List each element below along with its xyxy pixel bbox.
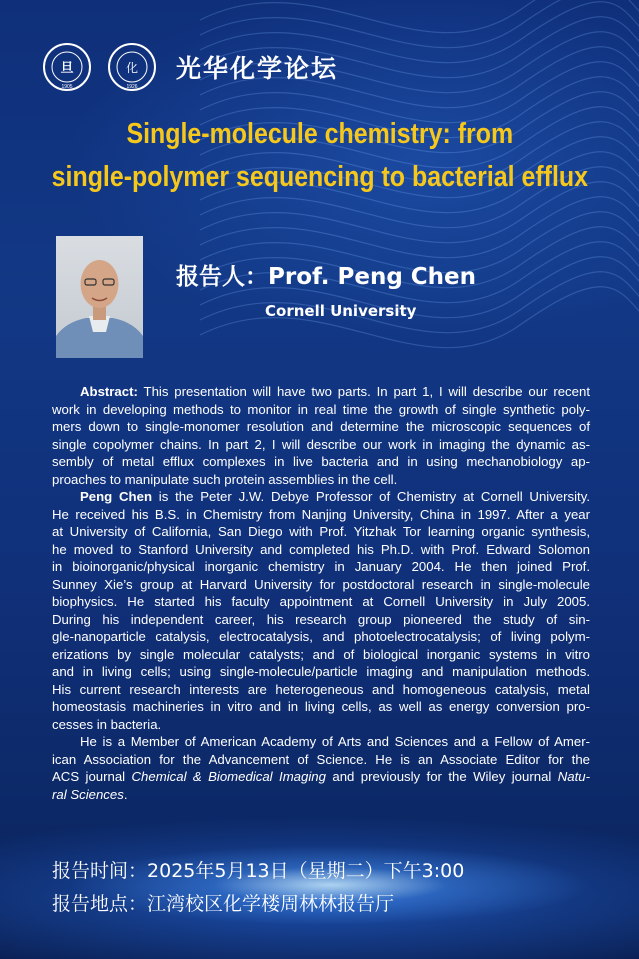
paragraph-3-line: ican Association for the Advancement of Science. He is an Associate Editor for the: [52, 751, 590, 767]
place-value: 江湾校区化学楼周林林报告厅: [147, 893, 395, 915]
paragraph-3-line: [52, 786, 590, 804]
paragraph-2-line: His current research interests are heterogeneous and homogeneous catalysis, metal: [52, 681, 590, 697]
paragraph-1-line: work in developing methods to monitor in real time the growth of single synthetic poly-: [52, 401, 590, 417]
abstract-and-bio: [52, 383, 590, 803]
bold-text: Abstract:: [80, 384, 138, 399]
talk-title-line-1: Single-molecule chemistry: from: [126, 118, 513, 150]
paragraph-1-line: sembly of metal efflux complexes in live bacteria and in using mechanobiology ap-: [52, 454, 590, 469]
paragraph-2-line: at University of California, San Diego with Prof. Yitzhak Tor learning organic synthesis,: [52, 524, 590, 539]
paragraph-1-line: single copolymer chains. In part 2, I will describe our work in imaging the dynamic as-: [52, 436, 590, 452]
italic-text: ral Sciences: [52, 786, 124, 802]
svg-text:旦: 旦: [60, 61, 74, 76]
paragraph-2-line: homeostasis machineries in vitro and in living cells, as well as energy conversion pro-: [52, 699, 590, 714]
paragraph-2-line: biophysics. He started his faculty appointment at Cornell University in July 2005.: [52, 594, 590, 609]
paragraph-2-line: During his independent career, his research group pioneered the study of sin-: [52, 611, 590, 627]
paragraph-2-line: cesses in bacteria.: [52, 716, 162, 732]
speaker-photo: [56, 236, 143, 358]
paragraph-1-line: proaches to manipulate such protein assemblies in the cell.: [52, 471, 398, 487]
paragraph-3-line: He is a Member of American Academy of Arts and Sciences and a Fellow of Amer-: [80, 734, 590, 749]
event-time: [52, 856, 464, 883]
paragraph-1-line: mers down to single-monomer resolution and determine the microscopic sequences of: [52, 419, 590, 434]
paragraph-2-line: [52, 488, 590, 506]
italic-text: Natu-: [557, 769, 590, 784]
speaker-affiliation: Cornell University: [265, 302, 417, 320]
text: ACS journal: [52, 769, 132, 784]
time-value: 2025年5月13日（星期二）下午3:00: [147, 860, 465, 882]
paragraph-2-line: gle-nanoparticle catalysis, electrocatalysis, and photoelectrocatalysis; of living polym-: [52, 629, 590, 644]
italic-text: Chemical & Biomedical Imaging: [131, 769, 326, 784]
text: This presentation will have two parts. In part 1, I will describe our recent: [137, 384, 590, 399]
fudan-university-seal-logo: [42, 42, 92, 92]
time-label: 报告时间：: [52, 860, 148, 882]
paragraph-2-line: Sunney Xie’s group at Harvard University for postdoctoral research in single-molecule: [52, 576, 590, 592]
text: .: [123, 786, 128, 802]
paragraph-2-line: in bioinorganic/physical inorganic chemistry in January 2004. He then joined Prof.: [52, 559, 590, 574]
text: is the Peter J.W. Debye Professor of Chemistry at Cornell University.: [152, 489, 591, 504]
paragraph-1-line: [52, 383, 590, 401]
event-place: [52, 889, 394, 916]
place-label: 报告地点：: [52, 893, 148, 915]
paragraph-2-line: He received his B.S. in Chemistry from Nanjing University, China in 1997. After a year: [52, 506, 590, 522]
bold-text: Peng Chen: [80, 489, 153, 504]
svg-text:1926: 1926: [126, 84, 138, 90]
paragraph-2-line: he moved to Stanford University and completed his Ph.D. with Prof. Edward Solomon: [52, 541, 590, 557]
speaker: [176, 258, 476, 291]
svg-text:化: 化: [125, 61, 139, 75]
wave-line: [200, 0, 639, 33]
paragraph-3-line: [52, 768, 590, 786]
forum-name: 光华化学论坛: [176, 54, 339, 83]
text: and previously for the Wiley journal: [325, 769, 558, 784]
talk-title-line-2: single-polymer sequencing to bacterial efflux: [51, 161, 588, 193]
speaker-label: 报告人：: [176, 264, 268, 290]
fudan-chemistry-seal-logo: [107, 42, 157, 92]
paragraph-2-line: and in living cells; using single-molecule/particle imaging and manipulation methods.: [52, 664, 590, 679]
paragraph-2-line: erizations by single molecular catalysts; and of biological inorganic systems in vitro: [52, 646, 590, 662]
speaker-name: Prof. Peng Chen: [268, 264, 477, 290]
svg-text:1905: 1905: [61, 84, 73, 90]
